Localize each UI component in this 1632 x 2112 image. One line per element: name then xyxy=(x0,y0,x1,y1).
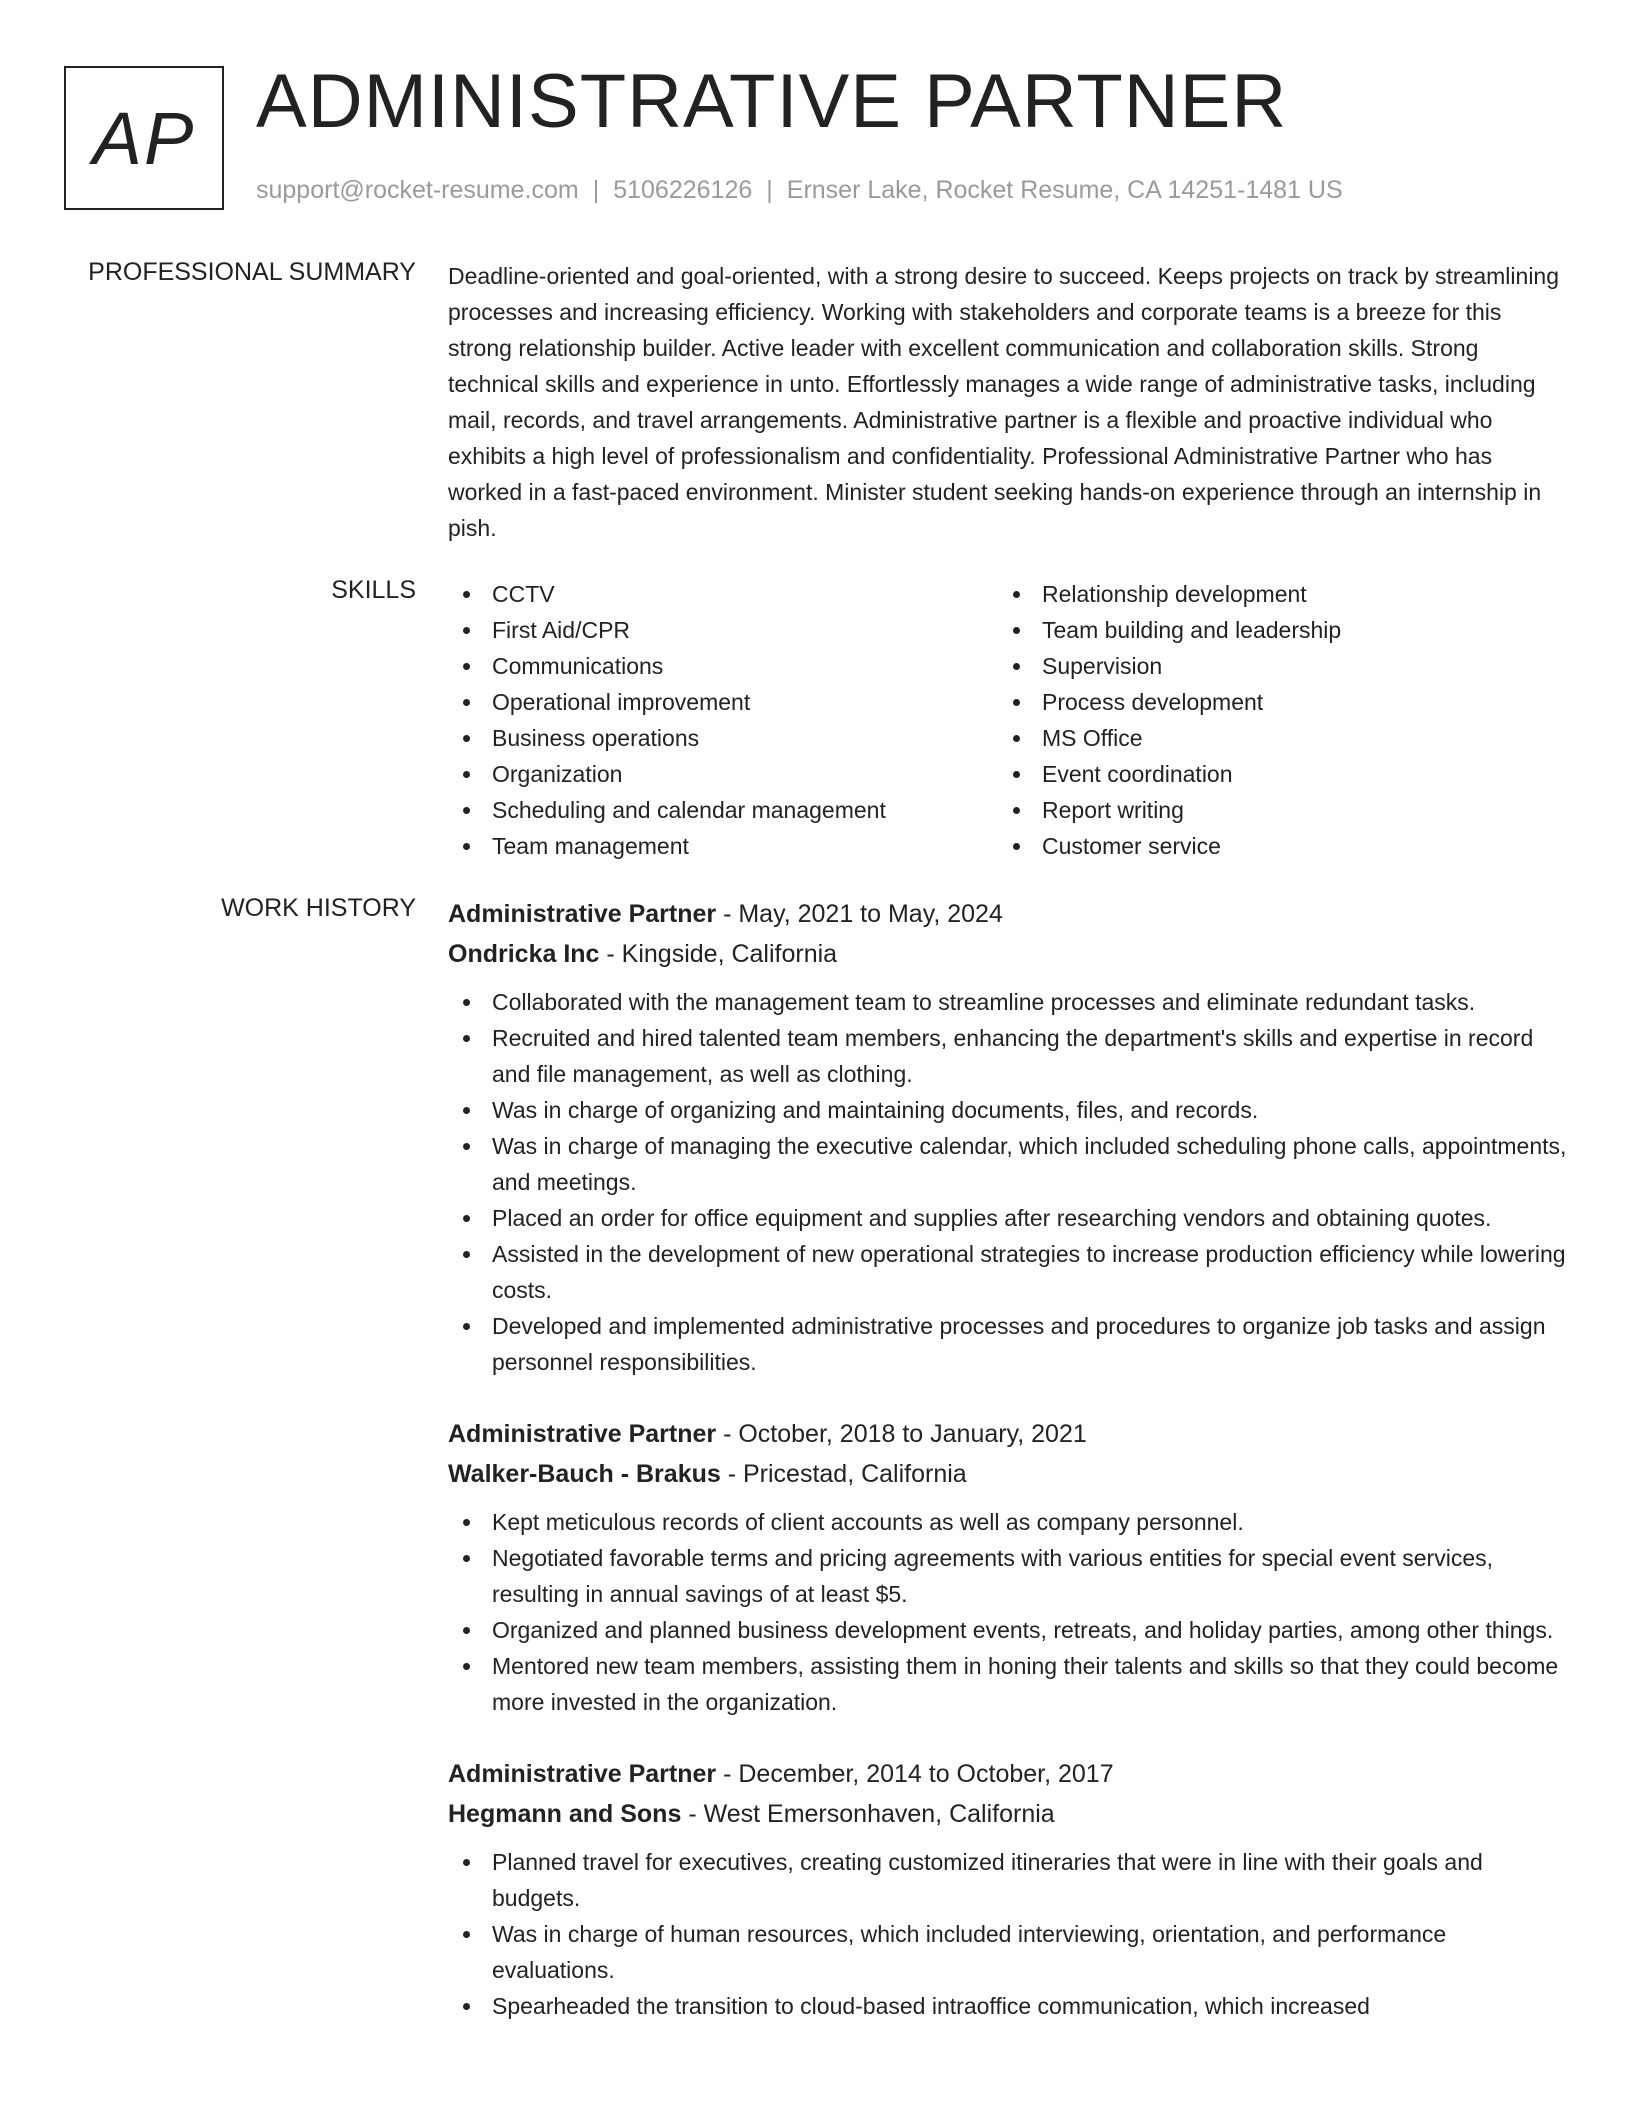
job-company: Hegmann and Sons xyxy=(448,1800,682,1828)
job-company-line xyxy=(448,1794,1568,1834)
contact-separator: | xyxy=(592,176,600,204)
job-bullets xyxy=(448,1504,1568,1720)
work-history-heading: WORK HISTORY xyxy=(221,894,416,922)
job-title: Administrative Partner xyxy=(448,1420,717,1448)
job-bullet: Was in charge of managing the executive calendar, which included scheduling phone calls, appointments, and meetings. xyxy=(448,1128,1568,1200)
contact-email: support@rocket-resume.com xyxy=(256,176,579,204)
job-bullet: Assisted in the development of new operational strategies to increase production efficiency while lowering costs. xyxy=(448,1236,1568,1308)
job-bullet: Planned travel for executives, creating customized itineraries that were in line with their goals and budgets. xyxy=(448,1844,1568,1916)
job-location: - West Emersonhaven, California xyxy=(681,1800,1055,1828)
monogram-box xyxy=(64,66,224,210)
skill-item: Event coordination xyxy=(998,756,1548,792)
summary-heading: PROFESSIONAL SUMMARY xyxy=(88,258,416,286)
skill-item: Scheduling and calendar management xyxy=(448,792,998,828)
job-location: - Kingside, California xyxy=(599,940,838,968)
job-title: Administrative Partner xyxy=(448,1760,717,1788)
skills-list xyxy=(448,576,1568,864)
job-entry xyxy=(448,894,1568,1380)
job-dates: - December, 2014 to October, 2017 xyxy=(716,1760,1114,1788)
contact-separator: | xyxy=(766,176,773,204)
job-bullets xyxy=(448,1844,1568,2024)
job-title-line xyxy=(448,1414,1568,1454)
contact-address: Ernser Lake, Rocket Resume, CA 14251-1481 US xyxy=(786,176,1343,204)
skill-item: Report writing xyxy=(998,792,1548,828)
skill-item: Customer service xyxy=(998,828,1548,864)
job-dates: - May, 2021 to May, 2024 xyxy=(716,900,1003,928)
skill-item: Business operations xyxy=(448,720,998,756)
skill-item: Relationship development xyxy=(998,576,1548,612)
skill-item: Team building and leadership xyxy=(998,612,1548,648)
skills-heading: SKILLS xyxy=(331,576,416,604)
job-bullet: Recruited and hired talented team members, enhancing the department's skills and expertise in record and file management, as well as clothing. xyxy=(448,1020,1568,1092)
job-location: - Pricestad, California xyxy=(720,1460,967,1488)
summary-text: Deadline-oriented and goal-oriented, with a strong desire to succeed. Keeps projects on track by streamlining processes and increasing efficiency. Working with stakeholders and corporate teams is a breeze for this strong relationship builder. Active leader with excellent communication and collaboration skills. Strong technical skills and experience in unto. Effortlessly manages a wide range of administrative tasks, including mail, records, and travel arrangements. Administrative partner is a flexible and proactive individual who exhibits a high level of professionalism and confidentiality. Professional Administrative Partner who has worked in a fast-paced environment. Minister student seeking hands-on experience through an internship in pish. xyxy=(448,263,1560,541)
work-history-list xyxy=(448,894,1568,2058)
skill-item: Team management xyxy=(448,828,998,864)
job-company: Walker-Bauch - Brakus xyxy=(448,1460,721,1488)
skill-item: CCTV xyxy=(448,576,998,612)
skill-item: Organization xyxy=(448,756,998,792)
contact-line xyxy=(256,176,1343,205)
skill-item: Operational improvement xyxy=(448,684,998,720)
monogram-initials: AP xyxy=(92,96,196,180)
skill-item: Communications xyxy=(448,648,998,684)
job-title: Administrative Partner xyxy=(448,900,717,928)
job-bullet: Mentored new team members, assisting them in honing their talents and skills so that they could become more invested in the organization. xyxy=(448,1648,1568,1720)
skill-item: Supervision xyxy=(998,648,1548,684)
job-bullet: Was in charge of human resources, which included interviewing, orientation, and performance evaluations. xyxy=(448,1916,1568,1988)
job-title-line xyxy=(448,1754,1568,1794)
job-bullet: Collaborated with the management team to streamline processes and eliminate redundant tasks. xyxy=(448,984,1568,1020)
candidate-name: ADMINISTRATIVE PARTNER xyxy=(256,59,1288,144)
job-company-line xyxy=(448,1454,1568,1494)
job-bullet: Organized and planned business development events, retreats, and holiday parties, among other things. xyxy=(448,1612,1568,1648)
job-bullet: Spearheaded the transition to cloud-based intraoffice communication, which increased xyxy=(448,1988,1568,2024)
job-company: Ondricka Inc xyxy=(448,940,600,968)
skill-item: First Aid/CPR xyxy=(448,612,998,648)
job-bullet: Negotiated favorable terms and pricing agreements with various entities for special event services, resulting in annual savings of at least $5. xyxy=(448,1540,1568,1612)
job-company-line xyxy=(448,934,1568,974)
contact-phone: 5106226126 xyxy=(613,176,753,204)
skill-item: Process development xyxy=(998,684,1548,720)
job-title-line xyxy=(448,894,1568,934)
job-bullets xyxy=(448,984,1568,1380)
job-dates: - October, 2018 to January, 2021 xyxy=(716,1420,1087,1448)
skills-column-left xyxy=(448,576,998,864)
job-bullet: Was in charge of organizing and maintaining documents, files, and records. xyxy=(448,1092,1568,1128)
job-bullet: Developed and implemented administrative processes and procedures to organize job tasks and assign personnel responsibilities. xyxy=(448,1308,1568,1380)
skill-item: MS Office xyxy=(998,720,1548,756)
job-bullet: Kept meticulous records of client accounts as well as company personnel. xyxy=(448,1504,1568,1540)
job-bullet: Placed an order for office equipment and supplies after researching vendors and obtaining quotes. xyxy=(448,1200,1568,1236)
skills-column-right xyxy=(998,576,1548,864)
job-entry xyxy=(448,1414,1568,1720)
job-entry xyxy=(448,1754,1568,2024)
